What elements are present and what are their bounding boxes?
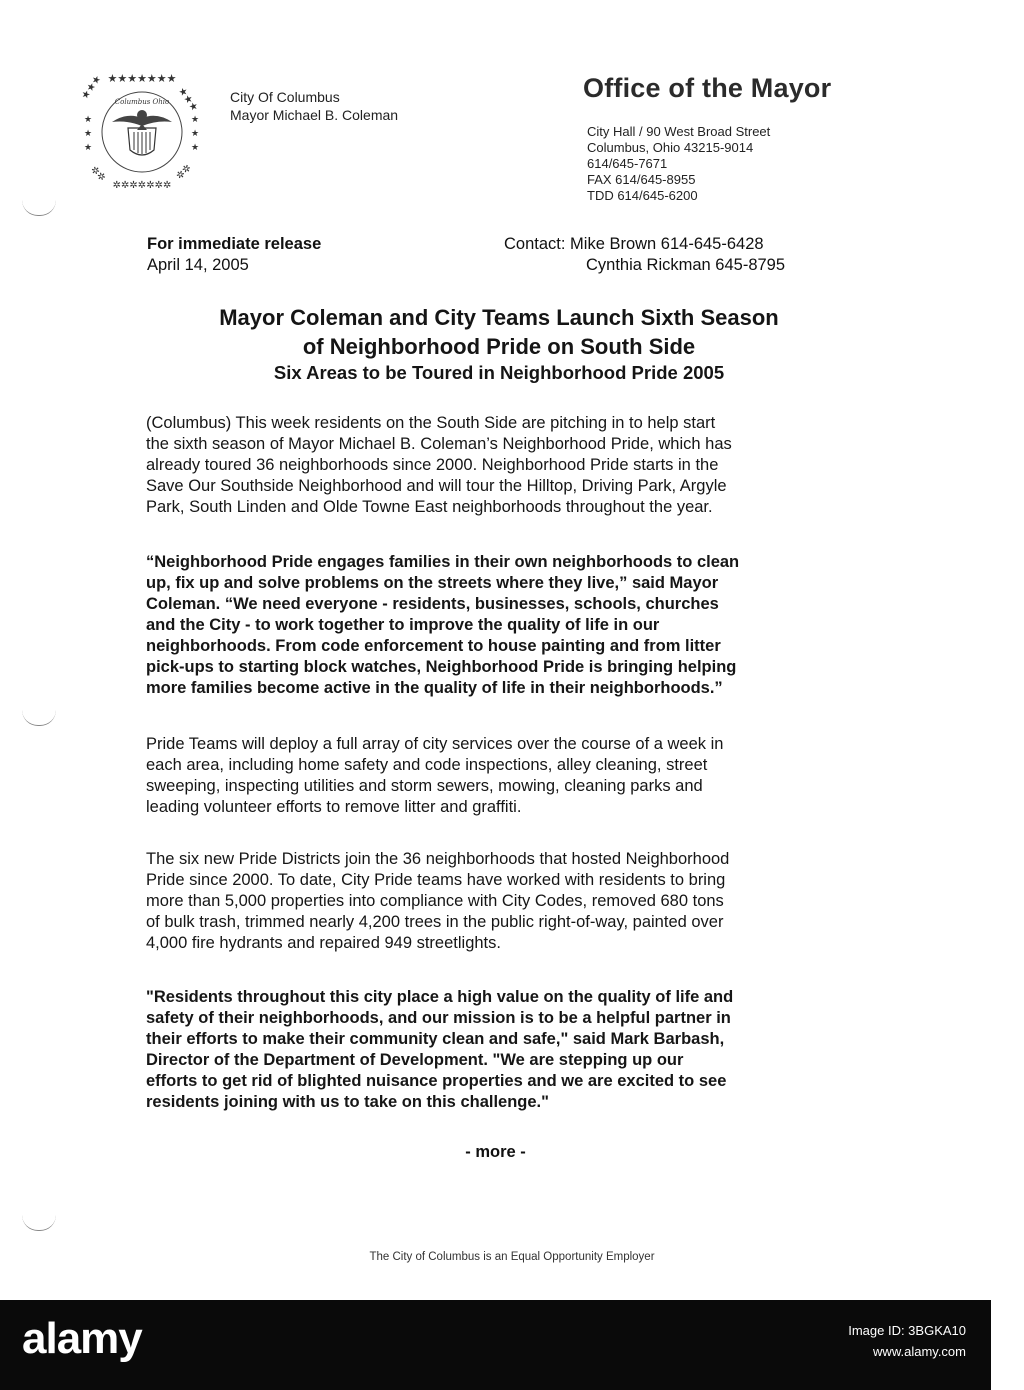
svg-text:★: ★ bbox=[191, 115, 200, 125]
paragraph-intro bbox=[146, 413, 874, 518]
tdd-line: TDD 614/645-6200 bbox=[587, 188, 698, 203]
text-line: The six new Pride Districts join the 36 neighborhoods that hosted Neighborhood bbox=[146, 850, 730, 868]
paragraph-pride-teams bbox=[146, 734, 874, 818]
text-line: Pride since 2000. To date, City Pride teams have worked with residents to bring bbox=[146, 871, 726, 889]
text-line: already toured 36 neighborhoods since 2000. Neighborhood Pride starts in the bbox=[146, 456, 719, 474]
address-line: Columbus, Ohio 43215-9014 bbox=[587, 140, 754, 155]
release-date: April 14, 2005 bbox=[147, 256, 249, 274]
text-line: more families become active in the quality of life in their neighborhoods.” bbox=[146, 679, 723, 697]
svg-text:★: ★ bbox=[84, 115, 93, 125]
watermark-bar bbox=[0, 1300, 991, 1390]
footer-eoe: The City of Columbus is an Equal Opportunity Employer bbox=[369, 1251, 655, 1263]
text-line: efforts to get rid of blighted nuisance properties and we are excited to see bbox=[146, 1072, 727, 1090]
mayor-name: Mayor Michael B. Coleman bbox=[230, 107, 399, 123]
text-line: safety of their neighborhoods, and our mission is to be a helpful partner in bbox=[146, 1009, 731, 1027]
address-line: City Hall / 90 West Broad Street bbox=[587, 124, 771, 139]
text-line: and the City - to work together to improve the quality of life in our bbox=[146, 616, 660, 634]
fax-line: FAX 614/645-8955 bbox=[587, 172, 696, 187]
svg-text:✲✲✲✲✲✲✲: ✲✲✲✲✲✲✲ bbox=[112, 180, 172, 191]
release-label: For immediate release bbox=[147, 235, 322, 253]
alamy-logo: alamy bbox=[22, 1314, 142, 1363]
svg-text:★: ★ bbox=[84, 143, 93, 153]
binder-hole-mark bbox=[22, 710, 56, 726]
subheadline: Six Areas to be Toured in Neighborhood Pride 2005 bbox=[273, 362, 725, 383]
text-line: Coleman. “We need everyone - residents, businesses, schools, churches bbox=[146, 595, 719, 613]
text-line: leading volunteer efforts to remove litter and graffiti. bbox=[146, 798, 522, 816]
text-line: of bulk trash, trimmed nearly 4,200 trees in the public right-of-way, painted over bbox=[146, 913, 724, 931]
text-line: each area, including home safety and code inspections, alley cleaning, street bbox=[146, 756, 708, 774]
text-line: Park, South Linden and Olde Towne East neighborhoods throughout the year. bbox=[146, 498, 713, 516]
text-line: up, fix up and solve problems on the streets where they live,” said Mayor bbox=[146, 574, 719, 592]
more-marker: - more - bbox=[465, 1143, 526, 1161]
headline-line: Mayor Coleman and City Teams Launch Sixth Season bbox=[219, 305, 779, 330]
text-line: residents joining with us to take on this challenge." bbox=[146, 1093, 549, 1111]
text-line: neighborhoods. From code enforcement to house painting and from litter bbox=[146, 637, 721, 655]
svg-text:★: ★ bbox=[191, 129, 200, 139]
binder-hole-mark bbox=[22, 200, 56, 216]
city-name: City Of Columbus bbox=[230, 89, 340, 105]
text-line: 4,000 fire hydrants and repaired 949 streetlights. bbox=[146, 934, 501, 952]
image-id: Image ID: 3BGKA10 bbox=[848, 1323, 966, 1338]
headline-line: of Neighborhood Pride on South Side bbox=[302, 334, 696, 359]
text-line: more than 5,000 properties into compliance with City Codes, removed 680 tons bbox=[146, 892, 724, 910]
site-url: www.alamy.com bbox=[873, 1344, 966, 1359]
paragraph-barbash-quote bbox=[146, 987, 874, 1113]
office-address bbox=[587, 124, 770, 204]
svg-text:★★★: ★★★ bbox=[175, 85, 200, 114]
contact-line: Contact: Mike Brown 614-645-6428 bbox=[504, 235, 764, 253]
paragraph-districts bbox=[146, 849, 874, 954]
text-line: sweeping, inspecting utilities and storm sewers, mowing, cleaning parks and bbox=[146, 777, 703, 795]
svg-text:★: ★ bbox=[84, 129, 93, 139]
binder-hole-mark bbox=[22, 1215, 56, 1231]
release-info bbox=[147, 234, 321, 276]
text-line: (Columbus) This week residents on the South Side are pitching in to help start bbox=[146, 414, 716, 432]
paragraph-mayor-quote bbox=[146, 552, 874, 699]
text-line: the sixth season of Mayor Michael B. Coleman’s Neighborhood Pride, which has bbox=[146, 435, 732, 453]
svg-text:★★★★★★★: ★★★★★★★ bbox=[107, 72, 177, 85]
text-line: their efforts to make their community clean and safe," said Mark Barbash, bbox=[146, 1030, 725, 1048]
contact-line: Cynthia Rickman 645-8795 bbox=[586, 256, 786, 274]
text-line: Director of the Department of Development. "We are stepping up our bbox=[146, 1051, 684, 1069]
text-line: "Residents throughout this city place a high value on the quality of life and bbox=[146, 988, 734, 1006]
svg-text:✲✲: ✲✲ bbox=[87, 164, 108, 184]
office-title: Office of the Mayor bbox=[583, 73, 832, 103]
phone-line: 614/645-7671 bbox=[587, 156, 668, 171]
image-id-block bbox=[848, 1320, 966, 1362]
text-line: Save Our Southside Neighborhood and will tour the Hilltop, Driving Park, Argyle bbox=[146, 477, 727, 495]
city-seal-logo bbox=[79, 70, 202, 191]
headline bbox=[80, 303, 918, 385]
contact-info bbox=[504, 234, 785, 276]
city-header bbox=[230, 88, 398, 124]
text-line: pick-ups to starting block watches, Neighborhood Pride is bringing helping bbox=[146, 658, 737, 676]
text-line: “Neighborhood Pride engages families in their own neighborhoods to clean bbox=[146, 553, 740, 571]
svg-text:★: ★ bbox=[191, 143, 200, 153]
text-line: Pride Teams will deploy a full array of city services over the course of a week in bbox=[146, 735, 724, 753]
svg-text:★★★: ★★★ bbox=[79, 73, 104, 102]
svg-text:Columbus Ohio: Columbus Ohio bbox=[114, 98, 170, 106]
svg-text:✲✲: ✲✲ bbox=[174, 162, 194, 183]
